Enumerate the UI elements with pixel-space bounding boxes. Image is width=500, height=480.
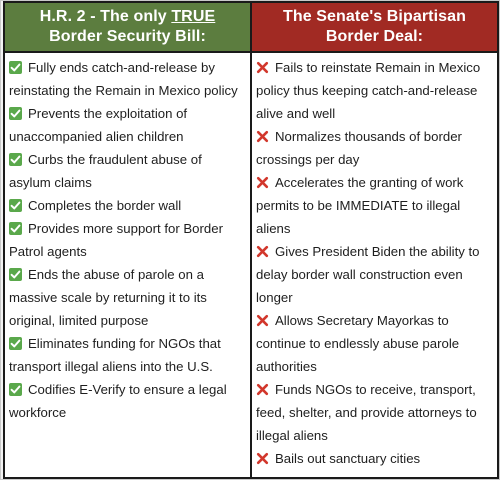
list-item-text: Gives President Biden the ability to delay border wall construction even longer — [256, 244, 480, 305]
list-item — [256, 378, 493, 447]
list-item-text: Funds NGOs to receive, transport, feed, shelter, and provide attorneys to illegal aliens — [256, 382, 477, 443]
list-item — [256, 240, 493, 309]
true-emphasis: TRUE — [171, 8, 216, 25]
cross-icon — [256, 176, 269, 189]
list-item — [256, 125, 493, 171]
check-box-icon — [9, 268, 22, 281]
list-item-text: Fails to reinstate Remain in Mexico policy thus keeping catch-and-release alive and well — [256, 60, 481, 121]
list-item-text: Normalizes thousands of border crossings per day — [256, 129, 462, 167]
list-item-text: Ends the abuse of parole on a massive scale by returning it to its original, limited purpose — [9, 267, 207, 328]
list-item — [9, 102, 246, 148]
list-item-text: Curbs the fraudulent abuse of asylum claims — [9, 152, 202, 190]
hr2-column — [5, 3, 252, 477]
list-item — [9, 148, 246, 194]
cross-icon — [256, 314, 269, 327]
check-box-icon — [9, 153, 22, 166]
cross-icon — [256, 452, 269, 465]
senate-deal-column — [252, 3, 497, 477]
list-item-text: Provides more support for Border Patrol agents — [9, 221, 223, 259]
check-box-icon — [9, 222, 22, 235]
cross-icon — [256, 245, 269, 258]
hr2-items-list — [5, 53, 250, 477]
list-item-text: Eliminates funding for NGOs that transport illegal aliens into the U.S. — [9, 336, 221, 374]
check-box-icon — [9, 383, 22, 396]
list-item — [256, 171, 493, 240]
list-item-text: Allows Secretary Mayorkas to continue to endlessly abuse parole authorities — [256, 313, 460, 374]
check-box-icon — [9, 199, 22, 212]
senate-deal-column-header — [252, 3, 497, 53]
hr2-column-title: H.R. 2 - The only TRUE Border Security Bill: — [39, 8, 216, 45]
cross-icon — [256, 130, 269, 143]
list-item-text: Completes the border wall — [28, 198, 182, 213]
list-item — [9, 56, 246, 102]
list-item — [9, 194, 246, 217]
list-item-text: Fully ends catch-and-release by reinstating the Remain in Mexico policy — [9, 60, 238, 98]
list-item-text: Bails out sanctuary cities — [275, 451, 421, 466]
hr2-column-header — [5, 3, 250, 53]
list-item-text: Prevents the exploitation of unaccompanied alien children — [9, 106, 188, 144]
check-box-icon — [9, 61, 22, 74]
senate-deal-column-title: The Senate's Bipartisan Border Deal: — [282, 8, 467, 45]
senate-deal-items-list — [252, 53, 497, 477]
check-box-icon — [9, 337, 22, 350]
cross-icon — [256, 383, 269, 396]
list-item — [9, 217, 246, 263]
cross-icon — [256, 61, 269, 74]
list-item-text: Accelerates the granting of work permits to be IMMEDIATE to illegal aliens — [256, 175, 464, 236]
list-item — [9, 378, 246, 424]
comparison-table — [3, 1, 499, 479]
list-item — [9, 263, 246, 332]
list-item — [9, 332, 246, 378]
list-item-text: Codifies E-Verify to ensure a legal workforce — [9, 382, 227, 420]
list-item — [256, 447, 493, 470]
list-item — [256, 56, 493, 125]
list-item — [256, 309, 493, 378]
check-box-icon — [9, 107, 22, 120]
